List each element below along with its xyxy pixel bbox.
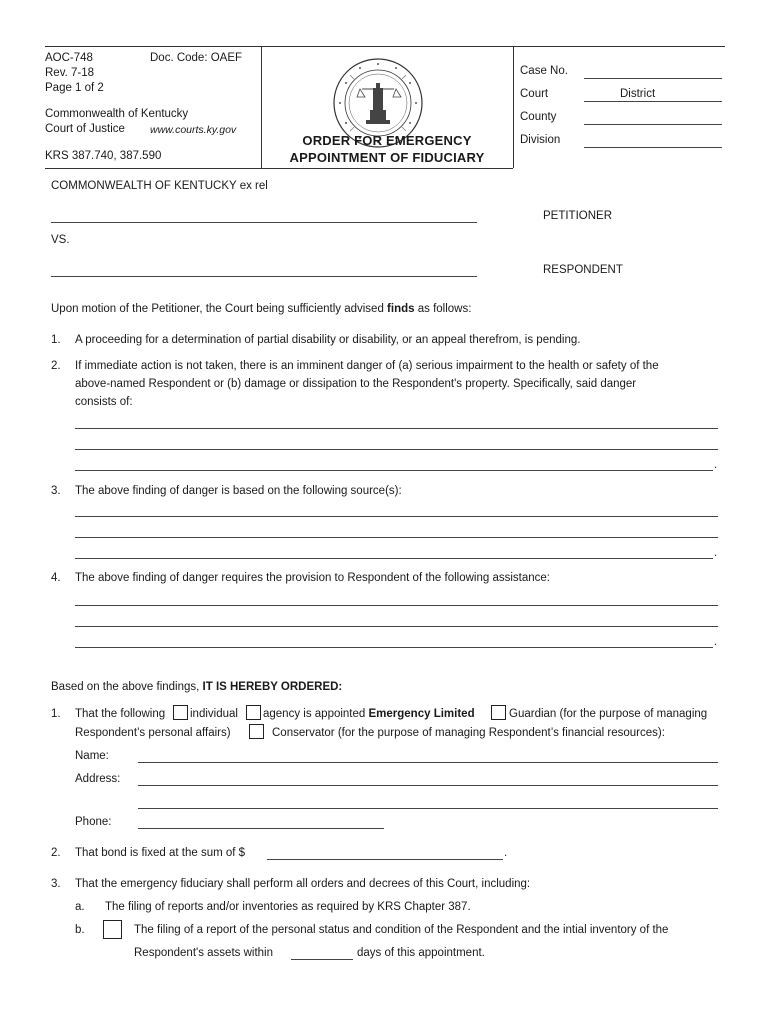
finding-3-answer-line-2[interactable] [75, 537, 718, 538]
form-code: AOC-748 [45, 52, 93, 64]
doc-code: Doc. Code: OAEF [150, 52, 243, 64]
petitioner-label: PETITIONER [543, 210, 613, 222]
finding-3-period: . [714, 547, 718, 559]
orders-intro [51, 681, 342, 693]
agency-label-text: agency is appointed [263, 708, 369, 720]
finding-4-answer-line-2[interactable] [75, 626, 718, 627]
finding-1-number: 1. [51, 334, 61, 346]
inventory-days-field[interactable] [291, 959, 353, 960]
name-label: Name: [75, 750, 109, 762]
orders-intro-bold: IT IS HEREBY ORDERED: [202, 681, 343, 693]
county-field[interactable] [584, 124, 722, 125]
order-3b-checkbox[interactable] [103, 920, 122, 939]
bond-amount-field[interactable] [267, 859, 503, 860]
court-label: Court [520, 88, 549, 100]
individual-label: individual [190, 708, 238, 720]
form-title-line2: APPOINTMENT OF FIDUCIARY [289, 150, 485, 165]
case-no-label: Case No. [520, 65, 568, 77]
personal-affairs-label: Respondent’s personal affairs) [75, 727, 231, 739]
order-1-number: 1. [51, 708, 61, 720]
header-top-rule [45, 46, 725, 47]
finding-3-answer-line-1[interactable] [75, 516, 718, 517]
form-title-line1: ORDER FOR EMERGENCY [302, 133, 472, 148]
page-number: Page 1 of 2 [45, 82, 104, 94]
krs-reference: KRS 387.740, 387.590 [45, 150, 162, 162]
order-3b-text: The filing of a report of the personal status and condition of the Respondent and the intial inventory of the [134, 924, 669, 936]
finding-2-line2: above-named Respondent or (b) damage or dissipation to the Respondent's property. Specifically, said danger [75, 378, 637, 390]
finding-2-line3: consists of: [75, 396, 133, 408]
agency-checkbox[interactable] [246, 705, 261, 720]
finding-2-answer-line-1[interactable] [75, 428, 718, 429]
county-label: County [520, 111, 557, 123]
finding-2-answer-line-2[interactable] [75, 449, 718, 450]
website-link[interactable]: www.courts.ky.gov [150, 124, 237, 136]
finding-1-text: A proceeding for a determination of partial disability or disability, or an appeal therefrom, is pending. [75, 334, 581, 346]
findings-intro-pre: Upon motion of the Petitioner, the Court being sufficiently advised [51, 303, 388, 315]
finding-4-answer-line-3[interactable] [75, 647, 713, 648]
commonwealth-ex-rel: COMMONWEALTH OF KENTUCKY ex rel [51, 180, 268, 192]
case-no-field[interactable] [584, 78, 722, 79]
court-field[interactable] [584, 101, 722, 102]
name-field[interactable] [138, 762, 718, 763]
order-3b-label: b. [75, 924, 85, 936]
finding-3-number: 3. [51, 485, 61, 497]
order-2-period: . [504, 847, 508, 859]
finding-4-period: . [714, 636, 718, 648]
respondent-name-field[interactable] [51, 276, 477, 277]
court-value: District [620, 88, 656, 100]
conservator-checkbox[interactable] [249, 724, 264, 739]
findings-intro-bold: finds [387, 303, 415, 315]
finding-4-answer-line-1[interactable] [75, 605, 718, 606]
finding-2-line1: If immediate action is not taken, there is an imminent danger of (a) serious impairment to the health or safety of the [75, 360, 659, 372]
petitioner-name-field[interactable] [51, 222, 477, 223]
finding-4-text: The above finding of danger requires the provision to Respondent of the following assistance: [75, 572, 550, 584]
finding-2-answer-line-3[interactable] [75, 470, 713, 471]
revision: Rev. 7-18 [45, 67, 95, 79]
order-2-text: That bond is fixed at the sum of $ [75, 847, 246, 859]
orders-intro-pre: Based on the above findings, [51, 681, 203, 693]
emergency-limited-label: Emergency Limited [368, 708, 475, 720]
order-3a-text: The filing of reports and/or inventories as required by KRS Chapter 387. [105, 901, 471, 913]
phone-field[interactable] [138, 828, 384, 829]
order-3b-line2-pre: Respondent's assets within [134, 947, 273, 959]
phone-label: Phone: [75, 816, 112, 828]
header-divider-right [513, 46, 514, 168]
finding-2-number: 2. [51, 360, 61, 372]
respondent-label: RESPONDENT [543, 264, 623, 276]
order-3-text: That the emergency fiduciary shall perform all orders and decrees of this Court, including: [75, 878, 531, 890]
header-bottom-rule [45, 168, 513, 169]
division-label: Division [520, 134, 561, 146]
order-3-number: 3. [51, 878, 61, 890]
vs-label: VS. [51, 234, 70, 246]
address-field-line-1[interactable] [138, 785, 718, 786]
finding-3-answer-line-3[interactable] [75, 558, 713, 559]
guardian-label: Guardian (for the purpose of managing [509, 708, 708, 720]
finding-3-text: The above finding of danger is based on the following source(s): [75, 485, 402, 497]
order-3b-line2-post: days of this appointment. [357, 947, 485, 959]
order-2-number: 2. [51, 847, 61, 859]
address-field-line-2[interactable] [138, 808, 718, 809]
address-label: Address: [75, 773, 121, 785]
findings-intro-post: as follows: [414, 303, 472, 315]
commonwealth-label: Commonwealth of Kentucky [45, 108, 189, 120]
court-of-justice-label: Court of Justice [45, 123, 125, 135]
guardian-checkbox[interactable] [491, 705, 506, 720]
finding-2-period: . [714, 459, 718, 471]
conservator-label: Conservator (for the purpose of managing Respondent’s financial resources): [272, 727, 665, 739]
order-3a-label: a. [75, 901, 85, 913]
order-1-text-a: That the following [75, 708, 166, 720]
agency-label [263, 708, 475, 720]
findings-intro [51, 303, 471, 315]
individual-checkbox[interactable] [173, 705, 188, 720]
finding-4-number: 4. [51, 572, 61, 584]
division-field[interactable] [584, 147, 722, 148]
